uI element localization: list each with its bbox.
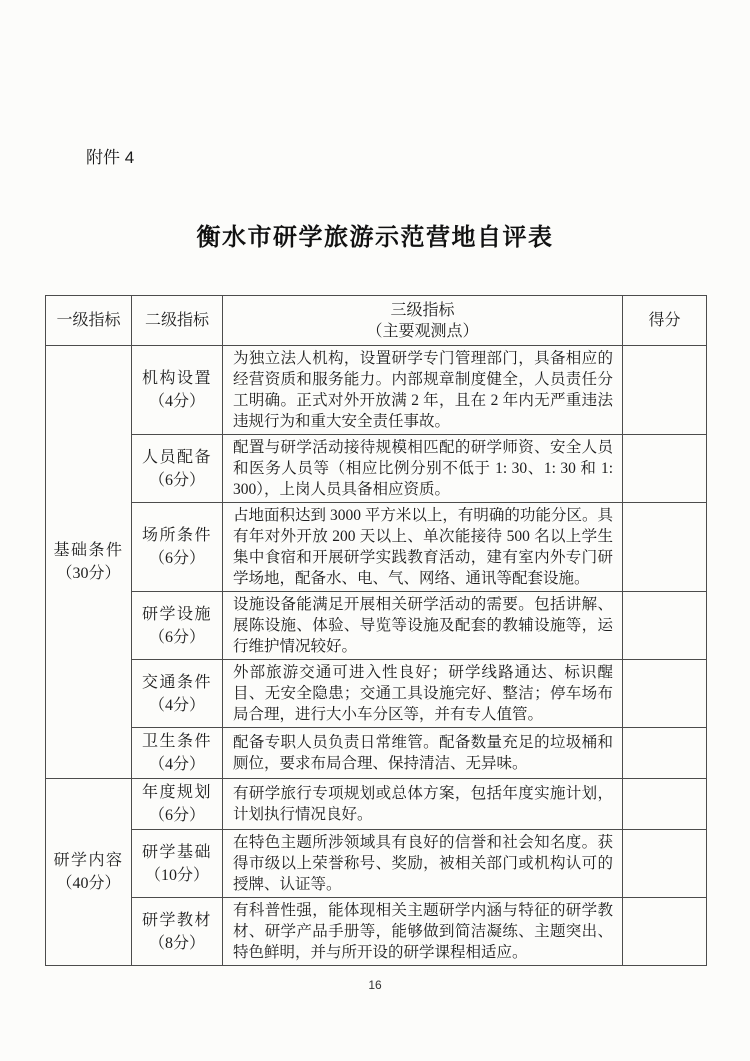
table-row: [46, 435, 707, 503]
header-level2: 二级指标: [132, 296, 223, 346]
score-cell: [623, 435, 707, 503]
level2-score: （8分）: [148, 934, 205, 952]
table-row: [46, 830, 707, 898]
header-level3-sub: （主要观测点）: [366, 322, 479, 340]
level2-name: 卫生条件: [141, 733, 212, 750]
criteria-cell: 配置与研学活动接待规模相匹配的研学师资、安全人员和医务人员等（相应比例分别不低于 1: 30、1: 30 和 1: 300），上岗人员具备相应资质。: [223, 435, 623, 503]
table-row: [46, 728, 707, 779]
score-cell: [623, 346, 707, 435]
table-row: [46, 779, 707, 830]
header-level3: [223, 296, 623, 346]
table-row: [46, 346, 707, 435]
level2-name: 人员配备: [141, 448, 212, 466]
score-cell: [623, 660, 707, 728]
level2-cell: [132, 728, 223, 779]
table-row: [46, 592, 707, 660]
level2-cell: [132, 779, 223, 830]
criteria-cell: 为独立法人机构，设置研学专门管理部门，具备相应的经营资质和服务能力。内部规章制度健全，人员责任分工明确。正式对外开放满 2 年，且在 2 年内无严重违法违规行为和重大安全责任事故。: [223, 346, 623, 435]
table-row: [46, 898, 707, 966]
level2-score: （6分）: [148, 807, 205, 824]
level1-score: （30分）: [56, 565, 121, 582]
score-cell: [623, 728, 707, 779]
table-header-row: [46, 296, 707, 346]
criteria-cell: 有科普性强，能体现相关主题研学内涵与特征的研学教材、研学产品手册等，能够做到简洁凝练、主题突出、特色鲜明，并与所开设的研学课程相适应。: [223, 898, 623, 966]
level1-cell-content: [46, 779, 132, 966]
criteria-cell: 占地面积达到 3000 平方米以上，有明确的功能分区。具有年对外开放 200 天以上、单次能接待 500 名以上学生集中食宿和开展研学实践教育活动，建有室内外专门研学场地，配备水、电、气、网络、通讯等配套设施。: [223, 503, 623, 592]
level2-cell: [132, 660, 223, 728]
level1-score: （40分）: [56, 875, 121, 892]
level2-cell: [132, 592, 223, 660]
score-cell: [623, 898, 707, 966]
level2-name: 研学教材: [141, 911, 212, 929]
level2-cell: [132, 346, 223, 435]
level2-score: （4分）: [148, 393, 205, 410]
score-cell: [623, 503, 707, 592]
level2-score: （6分）: [148, 550, 205, 567]
level2-name: 研学基础: [141, 843, 212, 861]
table-row: [46, 660, 707, 728]
level2-cell: [132, 435, 223, 503]
header-score: 得分: [623, 296, 707, 346]
page-title: 衡水市研学旅游示范营地自评表: [196, 224, 554, 251]
level1-name: 基础条件: [53, 542, 124, 559]
score-cell: [623, 779, 707, 830]
level2-cell: [132, 503, 223, 592]
level2-score: （4分）: [148, 756, 205, 773]
level2-score: （4分）: [148, 696, 205, 714]
level2-score: （6分）: [148, 471, 205, 489]
table-row: [46, 503, 707, 592]
level2-name: 机构设置: [141, 370, 212, 387]
level2-cell: [132, 898, 223, 966]
header-level3-title: 三级指标: [390, 301, 455, 319]
level2-name: 场所条件: [141, 527, 212, 544]
criteria-cell: 外部旅游交通可进入性良好；研学线路通达、标识醒目、无安全隐患；交通工具设施完好、整洁；停车场布局合理，进行大小车分区等，并有专人值管。: [223, 660, 623, 728]
score-cell: [623, 830, 707, 898]
criteria-cell: 配备专职人员负责日常维管。配备数量充足的垃圾桶和厕位，要求布局合理、保持清洁、无异味。: [223, 728, 623, 779]
page-number: 16: [368, 978, 382, 992]
attachment-label: 附件 4: [86, 148, 135, 167]
header-level1: 一级指标: [46, 296, 132, 346]
level2-name: 年度规划: [141, 784, 212, 801]
level2-name: 交通条件: [141, 673, 212, 691]
level1-cell-basics: [46, 346, 132, 779]
level2-score: （6分）: [148, 628, 205, 646]
level2-name: 研学设施: [141, 605, 212, 623]
criteria-cell: 设施设备能满足开展相关研学活动的需要。包括讲解、展陈设施、体验、导览等设施及配套的教辅设施等，运行维护情况较好。: [223, 592, 623, 660]
self-evaluation-table: [45, 295, 707, 966]
criteria-cell: 有研学旅行专项规划或总体方案，包括年度实施计划，计划执行情况良好。: [223, 779, 623, 830]
level2-cell: [132, 830, 223, 898]
level1-name: 研学内容: [53, 852, 124, 869]
criteria-cell: 在特色主题所涉领域具有良好的信誉和社会知名度。获得市级以上荣誉称号、奖励，被相关部门或机构认可的授牌、认证等。: [223, 830, 623, 898]
score-cell: [623, 592, 707, 660]
level2-score: （10分）: [144, 866, 209, 884]
